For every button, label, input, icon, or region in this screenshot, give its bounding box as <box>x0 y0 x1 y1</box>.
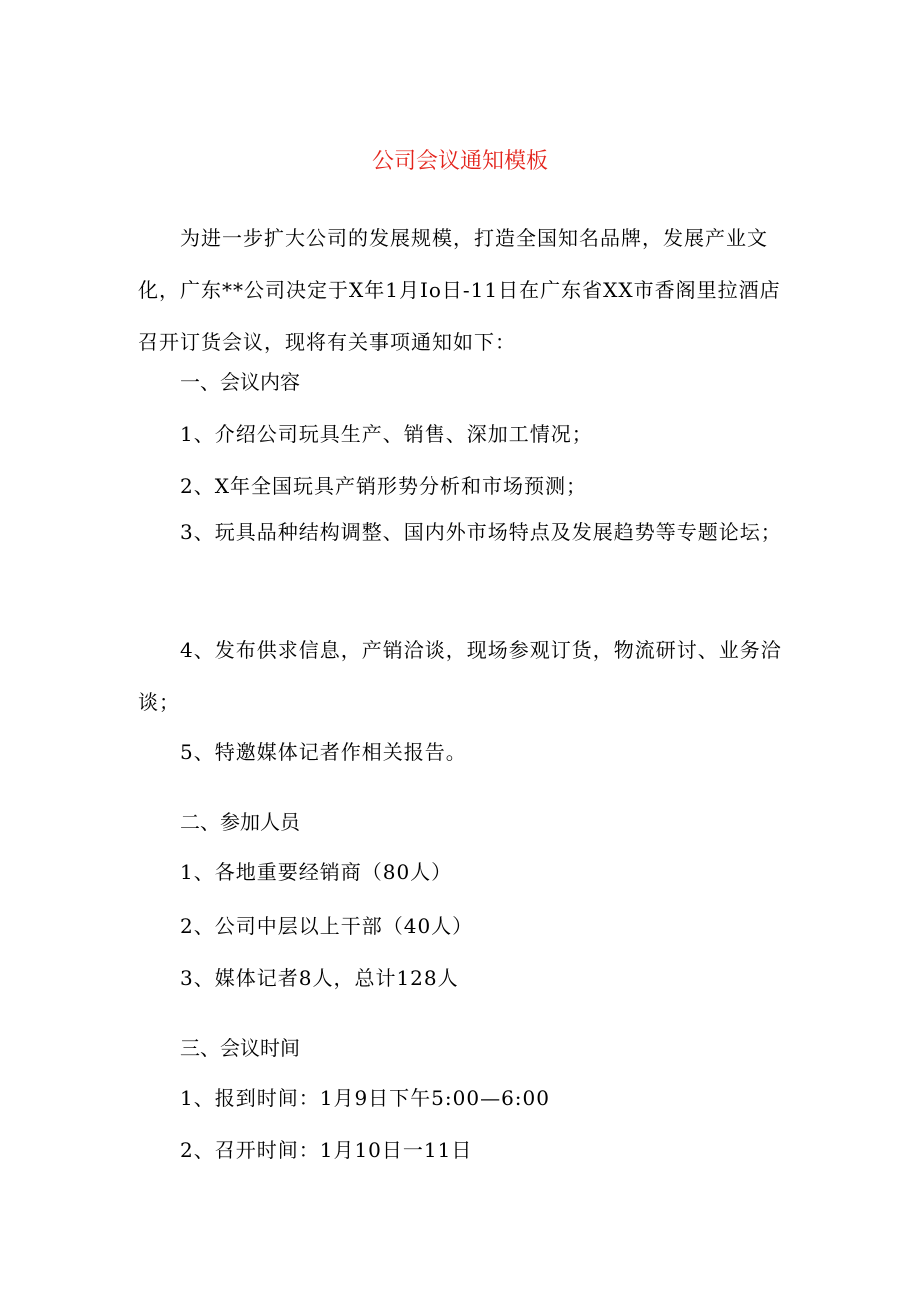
page-title: 公司会议通知模板 <box>371 149 548 174</box>
list-item: 5、特邀媒体记者作相关报告。 <box>180 740 467 764</box>
list-item: 1、介绍公司玩具生产、销售、深加工情况； <box>180 422 593 446</box>
section-heading-content: 一、会议内容 <box>180 370 300 394</box>
section-heading-time: 三、会议时间 <box>180 1036 300 1060</box>
list-item: 2、公司中层以上干部（40人） <box>180 914 474 938</box>
list-item: 1、报到时间：1月9日下午5:00—6:00 <box>180 1086 550 1110</box>
list-item: 3、媒体记者8人，总计128人 <box>180 966 459 990</box>
list-item: 2、召开时间：1月10日一11日 <box>180 1138 473 1162</box>
list-item: 3、玩具品种结构调整、国内外市场特点及发展趋势等专题论坛； <box>180 520 782 544</box>
list-item: 1、各地重要经销商（80人） <box>180 860 453 884</box>
list-item: 4、发布供求信息，产销洽谈，现场参观订货，物流研讨、业务洽谈； <box>138 638 782 714</box>
section-heading-attendees: 二、参加人员 <box>180 810 300 834</box>
intro-paragraph: 为进一步扩大公司的发展规模，打造全国知名品牌，发展产业文化，广东**公司决定于X年1月Io日-11日在广东省XX市香阁里拉酒店召开订货会议，现将有关事项通知如下： <box>138 226 781 354</box>
list-item: 2、X年全国玩具产销形势分析和市场预测； <box>180 474 587 498</box>
